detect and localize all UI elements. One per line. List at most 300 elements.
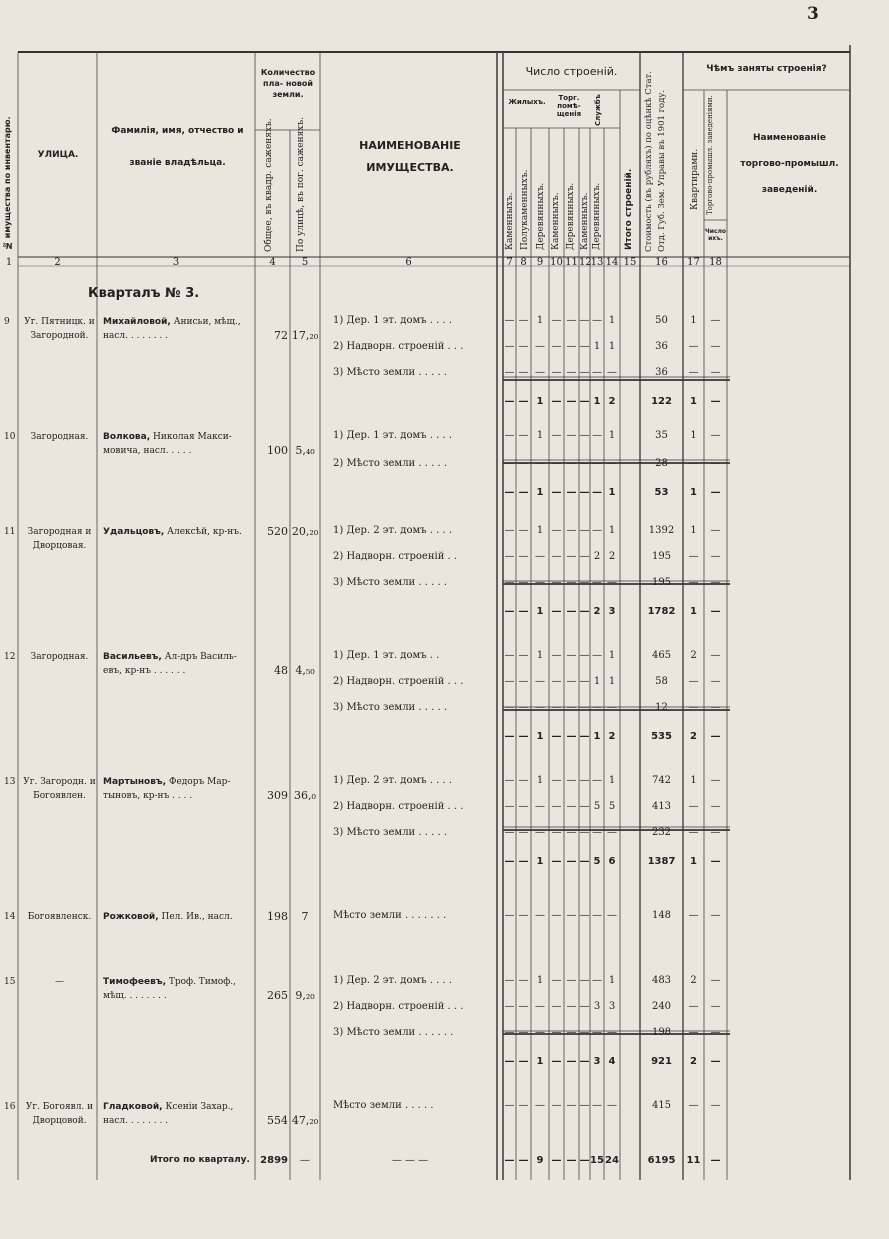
table-cell: 12 xyxy=(655,702,668,713)
table-cell: — xyxy=(579,975,590,986)
table-cell: 1 xyxy=(536,525,544,536)
table-cell: — xyxy=(710,458,721,469)
grand-total-cell: 11 xyxy=(686,1155,701,1166)
col-inventory-number-header: № имущества по инвентарю. xyxy=(3,116,12,250)
table-cell: — xyxy=(688,1001,699,1012)
table-cell: — xyxy=(579,775,590,786)
owner-details: Пел. Ив., насл. xyxy=(158,912,233,922)
owner-name xyxy=(103,430,253,458)
subtotal-cell: — xyxy=(566,487,577,498)
subtotal-cell: 1 xyxy=(536,606,544,617)
table-cell: — xyxy=(504,1027,515,1038)
street-length: 9,₂₀ xyxy=(295,989,315,1002)
table-cell: — xyxy=(551,525,562,536)
table-cell: — xyxy=(592,525,602,536)
subtotal-cell: 2 xyxy=(690,1056,697,1067)
subtotal-cell: 1 xyxy=(536,856,544,867)
subtotal-cell: — xyxy=(579,1056,590,1067)
owner-surname: Удальцовъ, xyxy=(103,527,165,537)
land-total: 48 xyxy=(274,664,288,677)
table-cell: — xyxy=(607,910,617,921)
entry-number: 13 xyxy=(4,777,16,787)
table-cell: — xyxy=(551,827,562,838)
table-cell: — xyxy=(551,341,562,352)
table-cell: 483 xyxy=(651,975,672,986)
table-cell: 5 xyxy=(593,801,601,812)
column-number: 13 xyxy=(590,257,604,268)
property-item: 3) Мѣсто земли . . . . . xyxy=(333,367,447,378)
table-cell: — xyxy=(592,577,602,588)
table-cell: — xyxy=(504,1100,515,1111)
table-cell: — xyxy=(504,650,515,661)
table-cell: 35 xyxy=(655,430,668,441)
table-cell: 1 xyxy=(690,525,697,536)
subtotal-cell: — xyxy=(710,606,721,617)
table-cell: — xyxy=(607,1027,617,1038)
table-cell: — xyxy=(535,1100,545,1111)
land-total: 520 xyxy=(267,525,288,538)
subtotal-cell: — xyxy=(518,396,529,407)
property-item: 3) Мѣсто земли . . . . . xyxy=(333,577,447,588)
table-cell: — xyxy=(607,577,617,588)
column-number: 9 xyxy=(536,257,544,268)
table-cell: — xyxy=(518,341,529,352)
property-item: 1) Дер. 1 эт. домъ . . xyxy=(333,650,440,661)
wooden-header-9: Деревянныхъ. xyxy=(536,182,546,250)
street-name: Уг. Пятницк. и Загородной. xyxy=(24,317,95,341)
table-cell: — xyxy=(504,702,515,713)
table-cell: — xyxy=(710,775,721,786)
subtotal-cell: 1 xyxy=(690,487,697,498)
table-cell: — xyxy=(592,975,602,986)
table-cell: — xyxy=(551,775,562,786)
table-cell: 1 xyxy=(536,975,544,986)
table-cell: — xyxy=(688,801,699,812)
property-item: 1) Дер. 1 эт. домъ . . . . xyxy=(333,315,453,326)
table-cell: — xyxy=(688,1027,699,1038)
stone-header-12: Каменныхъ. xyxy=(580,192,590,250)
trade-names-header: Наименованіе торгово-промышл. заведеній. xyxy=(740,133,839,195)
subtotal-cell: 1 xyxy=(690,606,697,617)
table-cell: — xyxy=(579,702,590,713)
subtotal-cell: 1 xyxy=(536,396,544,407)
owner-details: Николая Макси- мовича, насл. . . . . xyxy=(103,432,232,456)
table-cell: — xyxy=(710,551,721,562)
table-cell: — xyxy=(518,458,529,469)
street-name: Богоявленск. xyxy=(27,912,92,922)
subtotal-cell: — xyxy=(579,606,590,617)
trade-rooms-header: Торг. помѣ- щенія xyxy=(556,94,582,118)
table-cell: — xyxy=(710,650,721,661)
table-cell: — xyxy=(710,315,721,326)
table-cell: — xyxy=(566,676,577,687)
table-cell: 413 xyxy=(651,801,672,812)
table-cell: — xyxy=(535,827,545,838)
table-cell: 2 xyxy=(593,551,601,562)
land-total: 265 xyxy=(267,989,288,1002)
table-cell: — xyxy=(518,702,529,713)
table-cell: 1 xyxy=(536,430,544,441)
table-cell: — xyxy=(504,341,515,352)
table-cell: — xyxy=(535,577,545,588)
street-name: Загородная и Дворцовая. xyxy=(27,527,92,551)
owner-name xyxy=(103,910,253,924)
table-cell: — xyxy=(688,551,699,562)
table-cell: — xyxy=(551,315,562,326)
subtotal-cell: — xyxy=(504,606,515,617)
table-cell: — xyxy=(518,1027,529,1038)
subtotal-cell: — xyxy=(566,856,577,867)
table-cell: — xyxy=(688,577,699,588)
table-cell: — xyxy=(566,458,577,469)
entry-number: 9 xyxy=(4,317,10,327)
table-cell: — xyxy=(566,577,577,588)
entry-number: 12 xyxy=(4,652,16,662)
table-cell: 1 xyxy=(536,315,544,326)
land-total: 72 xyxy=(274,329,288,342)
stone-header-10: Каменныхъ. xyxy=(551,192,561,250)
subtotal-cell: 1 xyxy=(536,731,544,742)
table-cell: — xyxy=(535,1027,545,1038)
table-cell: — xyxy=(579,910,590,921)
table-cell: 2 xyxy=(608,551,616,562)
table-cell: 28 xyxy=(655,458,668,469)
subtotal-cell: 5 xyxy=(593,856,601,867)
street-length: 47,₂₀ xyxy=(291,1114,319,1127)
table-cell: — xyxy=(551,702,562,713)
subtotal-cell: — xyxy=(504,396,515,407)
table-cell: 2 xyxy=(690,975,697,986)
table-cell: 1 xyxy=(690,775,697,786)
table-cell: — xyxy=(579,676,590,687)
table-cell: — xyxy=(551,551,562,562)
table-cell: — xyxy=(551,577,562,588)
column-number: 16 xyxy=(655,257,668,268)
subtotal-cell: — xyxy=(566,606,577,617)
subtotal-cell: — xyxy=(579,731,590,742)
table-cell: 240 xyxy=(651,1001,672,1012)
table-cell: — xyxy=(688,458,699,469)
land-total: 554 xyxy=(267,1114,288,1127)
owner-surname: Тимофеевъ, xyxy=(103,977,166,987)
subtotal-cell: — xyxy=(710,487,721,498)
table-cell: 195 xyxy=(651,551,672,562)
subtotal-cell: 535 xyxy=(651,731,672,742)
owner-surname: Мартыновъ, xyxy=(103,777,167,787)
grand-total-land: 2899 xyxy=(260,1155,288,1166)
table-cell: — xyxy=(710,910,721,921)
subtotal-cell: — xyxy=(592,487,602,498)
table-cell: — xyxy=(566,1100,577,1111)
table-cell: — xyxy=(566,315,577,326)
table-cell: 1 xyxy=(608,341,616,352)
property-item: 2) Надворн. строеній . . . xyxy=(333,676,464,687)
table-cell: — xyxy=(710,1027,721,1038)
table-cell: 198 xyxy=(651,1027,672,1038)
table-cell: — xyxy=(566,1027,577,1038)
table-cell: — xyxy=(566,650,577,661)
table-cell: 232 xyxy=(651,827,672,838)
table-cell: — xyxy=(518,975,529,986)
table-cell: — xyxy=(592,910,602,921)
column-number: 6 xyxy=(405,257,412,268)
table-cell: — xyxy=(607,827,617,838)
table-cell: 1 xyxy=(608,775,616,786)
table-cell: — xyxy=(579,458,590,469)
subtotal-cell: 3 xyxy=(593,1056,601,1067)
subtotal-cell: 3 xyxy=(608,606,616,617)
street-length: 17,₂₀ xyxy=(291,329,319,342)
table-cell: — xyxy=(592,315,602,326)
subtotal-cell: — xyxy=(551,731,562,742)
table-cell: — xyxy=(551,1027,562,1038)
subtotal-cell: — xyxy=(551,606,562,617)
table-cell: — xyxy=(710,827,721,838)
table-cell: — xyxy=(518,525,529,536)
grand-total-cell: — xyxy=(504,1155,515,1166)
wooden-header-11: Деревянныхъ. xyxy=(566,182,576,250)
subtotal-cell: 2 xyxy=(690,731,697,742)
table-cell: — xyxy=(607,458,617,469)
semistone-header-8: Полукаменныхъ. xyxy=(520,169,530,250)
stone-header-7: Каменныхъ. xyxy=(505,192,515,250)
property-item: 3) Мѣсто земли . . . . . xyxy=(333,827,447,838)
table-cell: — xyxy=(566,975,577,986)
property-item: 3) Мѣсто земли . . . . . . xyxy=(333,1027,454,1038)
table-cell: — xyxy=(518,827,529,838)
owner-details: Анисьи, мѣщ., насл. . . . . . . . xyxy=(103,317,241,341)
entry-number: 16 xyxy=(4,1102,16,1112)
subtotal-cell: — xyxy=(551,1056,562,1067)
table-cell: — xyxy=(551,1100,562,1111)
subtotal-cell: 1 xyxy=(536,1056,544,1067)
table-cell: — xyxy=(688,702,699,713)
table-cell: — xyxy=(710,702,721,713)
table-cell: 3 xyxy=(608,1001,616,1012)
table-cell: — xyxy=(592,1100,602,1111)
table-cell: — xyxy=(504,525,515,536)
subtotal-cell: 4 xyxy=(608,1056,616,1067)
residential-header: Жилыхъ. xyxy=(508,98,546,106)
owner-name xyxy=(103,525,253,539)
table-cell: — xyxy=(579,1100,590,1111)
subtotal-cell: — xyxy=(579,487,590,498)
table-cell: — xyxy=(535,1001,545,1012)
buildings-header: Число строеній. xyxy=(525,65,618,78)
subtotal-cell: 1782 xyxy=(647,606,676,617)
subtotal-cell: — xyxy=(566,731,577,742)
table-cell: — xyxy=(579,430,590,441)
table-cell: — xyxy=(551,801,562,812)
table-cell: — xyxy=(551,430,562,441)
land-group-header: Количество пла- новой земли. xyxy=(260,68,316,99)
table-cell: — xyxy=(710,430,721,441)
table-cell: 742 xyxy=(651,775,672,786)
subtotal-cell: 6 xyxy=(608,856,616,867)
table-cell: — xyxy=(688,910,699,921)
table-cell: — xyxy=(688,1100,699,1111)
table-cell: — xyxy=(551,1001,562,1012)
owner-surname: Михайловой, xyxy=(103,317,171,327)
entry-number: 15 xyxy=(4,977,16,987)
subtotal-cell: — xyxy=(518,731,529,742)
table-cell: — xyxy=(579,341,590,352)
table-cell: 1 xyxy=(593,676,601,687)
subtotal-cell: — xyxy=(710,396,721,407)
subtotal-cell: — xyxy=(504,487,515,498)
street-header: УЛИЦА. xyxy=(37,150,79,160)
table-cell: 1392 xyxy=(648,525,675,536)
street-name: Уг. Загородн. и Богоявлен. xyxy=(23,777,96,801)
grand-total-cell: — xyxy=(710,1155,721,1166)
column-number: 11 xyxy=(565,257,578,268)
column-number: 8 xyxy=(520,257,527,268)
subtotal-cell: 1 xyxy=(608,487,616,498)
owner-surname: Васильевъ, xyxy=(103,652,162,662)
subtotal-cell: — xyxy=(518,606,529,617)
owner-name xyxy=(103,775,253,803)
table-cell: — xyxy=(518,1100,529,1111)
table-cell: — xyxy=(504,315,515,326)
table-cell: 58 xyxy=(655,676,668,687)
subtotal-cell: 1387 xyxy=(647,856,676,867)
table-cell: — xyxy=(592,702,602,713)
table-cell: — xyxy=(518,1001,529,1012)
table-cell: — xyxy=(518,650,529,661)
table-cell: 1 xyxy=(608,430,616,441)
table-cell: — xyxy=(688,676,699,687)
land-street-header: По улицѣ, въ пог. саженяхъ. xyxy=(296,117,306,252)
table-cell: — xyxy=(518,315,529,326)
column-number: 2 xyxy=(54,257,61,268)
table-cell: — xyxy=(504,801,515,812)
table-cell: — xyxy=(551,975,562,986)
table-cell: — xyxy=(566,525,577,536)
table-cell: 1 xyxy=(690,315,697,326)
table-cell: — xyxy=(535,910,545,921)
subtotal-cell: — xyxy=(504,731,515,742)
property-item: 1) Дер. 1 эт. домъ . . . . xyxy=(333,430,453,441)
table-cell: — xyxy=(688,341,699,352)
table-cell: 5 xyxy=(608,801,616,812)
land-total: 309 xyxy=(267,789,288,802)
table-cell: — xyxy=(710,577,721,588)
table-cell: 3 xyxy=(593,1001,601,1012)
table-cell: — xyxy=(710,341,721,352)
table-cell: 148 xyxy=(651,910,672,921)
subtotal-cell: — xyxy=(551,396,562,407)
table-cell: — xyxy=(504,367,515,378)
table-cell: — xyxy=(504,676,515,687)
table-cell: — xyxy=(535,367,545,378)
table-cell: 36 xyxy=(655,341,668,352)
subtotal-cell: 2 xyxy=(608,731,616,742)
table-cell: — xyxy=(504,827,515,838)
table-cell: — xyxy=(566,910,577,921)
street-name: Загородная. xyxy=(30,432,89,442)
subtotal-cell: — xyxy=(504,1056,515,1067)
column-number: 7 xyxy=(506,257,513,268)
table-cell: 1 xyxy=(608,315,616,326)
owner-details: Ал-дръ Василь- евъ, кр-нъ . . . . . . xyxy=(103,652,237,676)
owner-surname: Волкова, xyxy=(103,432,151,442)
subtotal-cell: — xyxy=(710,731,721,742)
subtotal-cell: 1 xyxy=(690,856,697,867)
table-cell: — xyxy=(518,551,529,562)
table-cell: — xyxy=(551,367,562,378)
grand-total-cell: 24 xyxy=(605,1155,619,1166)
column-number: 10 xyxy=(550,257,563,268)
subtotal-cell: — xyxy=(551,856,562,867)
owner-details: Алексѣй, кр-нъ. xyxy=(164,527,242,537)
table-cell: — xyxy=(607,367,617,378)
table-cell: — xyxy=(535,341,545,352)
property-item: 2) Мѣсто земли . . . . . xyxy=(333,458,447,469)
total-buildings-header: Итого строеній. xyxy=(624,168,634,250)
table-cell: — xyxy=(688,367,699,378)
table-cell: — xyxy=(535,676,545,687)
table-cell: — xyxy=(566,827,577,838)
table-cell: 415 xyxy=(651,1100,672,1111)
land-total: 198 xyxy=(267,910,288,923)
table-cell: — xyxy=(535,801,545,812)
occupied-header: Чѣмъ заняты строенія? xyxy=(706,64,827,74)
grand-total-cell: 6195 xyxy=(647,1155,676,1166)
owner-name xyxy=(103,650,253,678)
table-cell: — xyxy=(551,910,562,921)
wooden-header-13: Деревянныхъ. xyxy=(592,182,602,250)
column-number: 14 xyxy=(605,257,619,268)
grand-total-cell: 9 xyxy=(536,1155,544,1166)
table-cell: — xyxy=(579,525,590,536)
grand-total-cell: — xyxy=(566,1155,577,1166)
quarter-title: Кварталъ № 3. xyxy=(88,286,200,301)
street-length: 20,₂₀ xyxy=(291,525,319,538)
table-cell: 1 xyxy=(608,525,616,536)
subtotal-cell: — xyxy=(566,1056,577,1067)
table-cell: — xyxy=(579,315,590,326)
grand-total-label: Итого по кварталу. xyxy=(150,1155,250,1165)
table-cell: — xyxy=(504,975,515,986)
grand-total-cell: — xyxy=(518,1155,529,1166)
table-cell: 195 xyxy=(651,577,672,588)
owner-name xyxy=(103,975,253,1003)
owner-details: Троф. Тимоф., мѣщ. . . . . . . . xyxy=(103,977,236,1001)
table-cell: — xyxy=(592,775,602,786)
table-cell: 1 xyxy=(608,975,616,986)
table-cell: — xyxy=(592,367,602,378)
table-cell: — xyxy=(566,430,577,441)
column-number: 1 xyxy=(5,257,13,268)
owner-surname: Гладковой, xyxy=(103,1102,163,1112)
table-cell: — xyxy=(579,650,590,661)
land-total: 100 xyxy=(267,444,288,457)
table-cell: — xyxy=(518,577,529,588)
table-cell: — xyxy=(504,577,515,588)
table-cell: — xyxy=(551,458,562,469)
table-cell: 2 xyxy=(690,650,697,661)
table-cell: — xyxy=(579,551,590,562)
table-cell: — xyxy=(566,551,577,562)
table-cell: 1 xyxy=(536,775,544,786)
table-cell: — xyxy=(518,775,529,786)
table-cell: — xyxy=(710,1100,721,1111)
service-header: Службъ xyxy=(594,94,602,126)
land-total-header: Общее, въ квадр. саженяхъ. xyxy=(264,118,274,252)
subtotal-cell: 1 xyxy=(690,396,697,407)
table-cell: — xyxy=(688,827,699,838)
table-cell: 1 xyxy=(608,650,616,661)
